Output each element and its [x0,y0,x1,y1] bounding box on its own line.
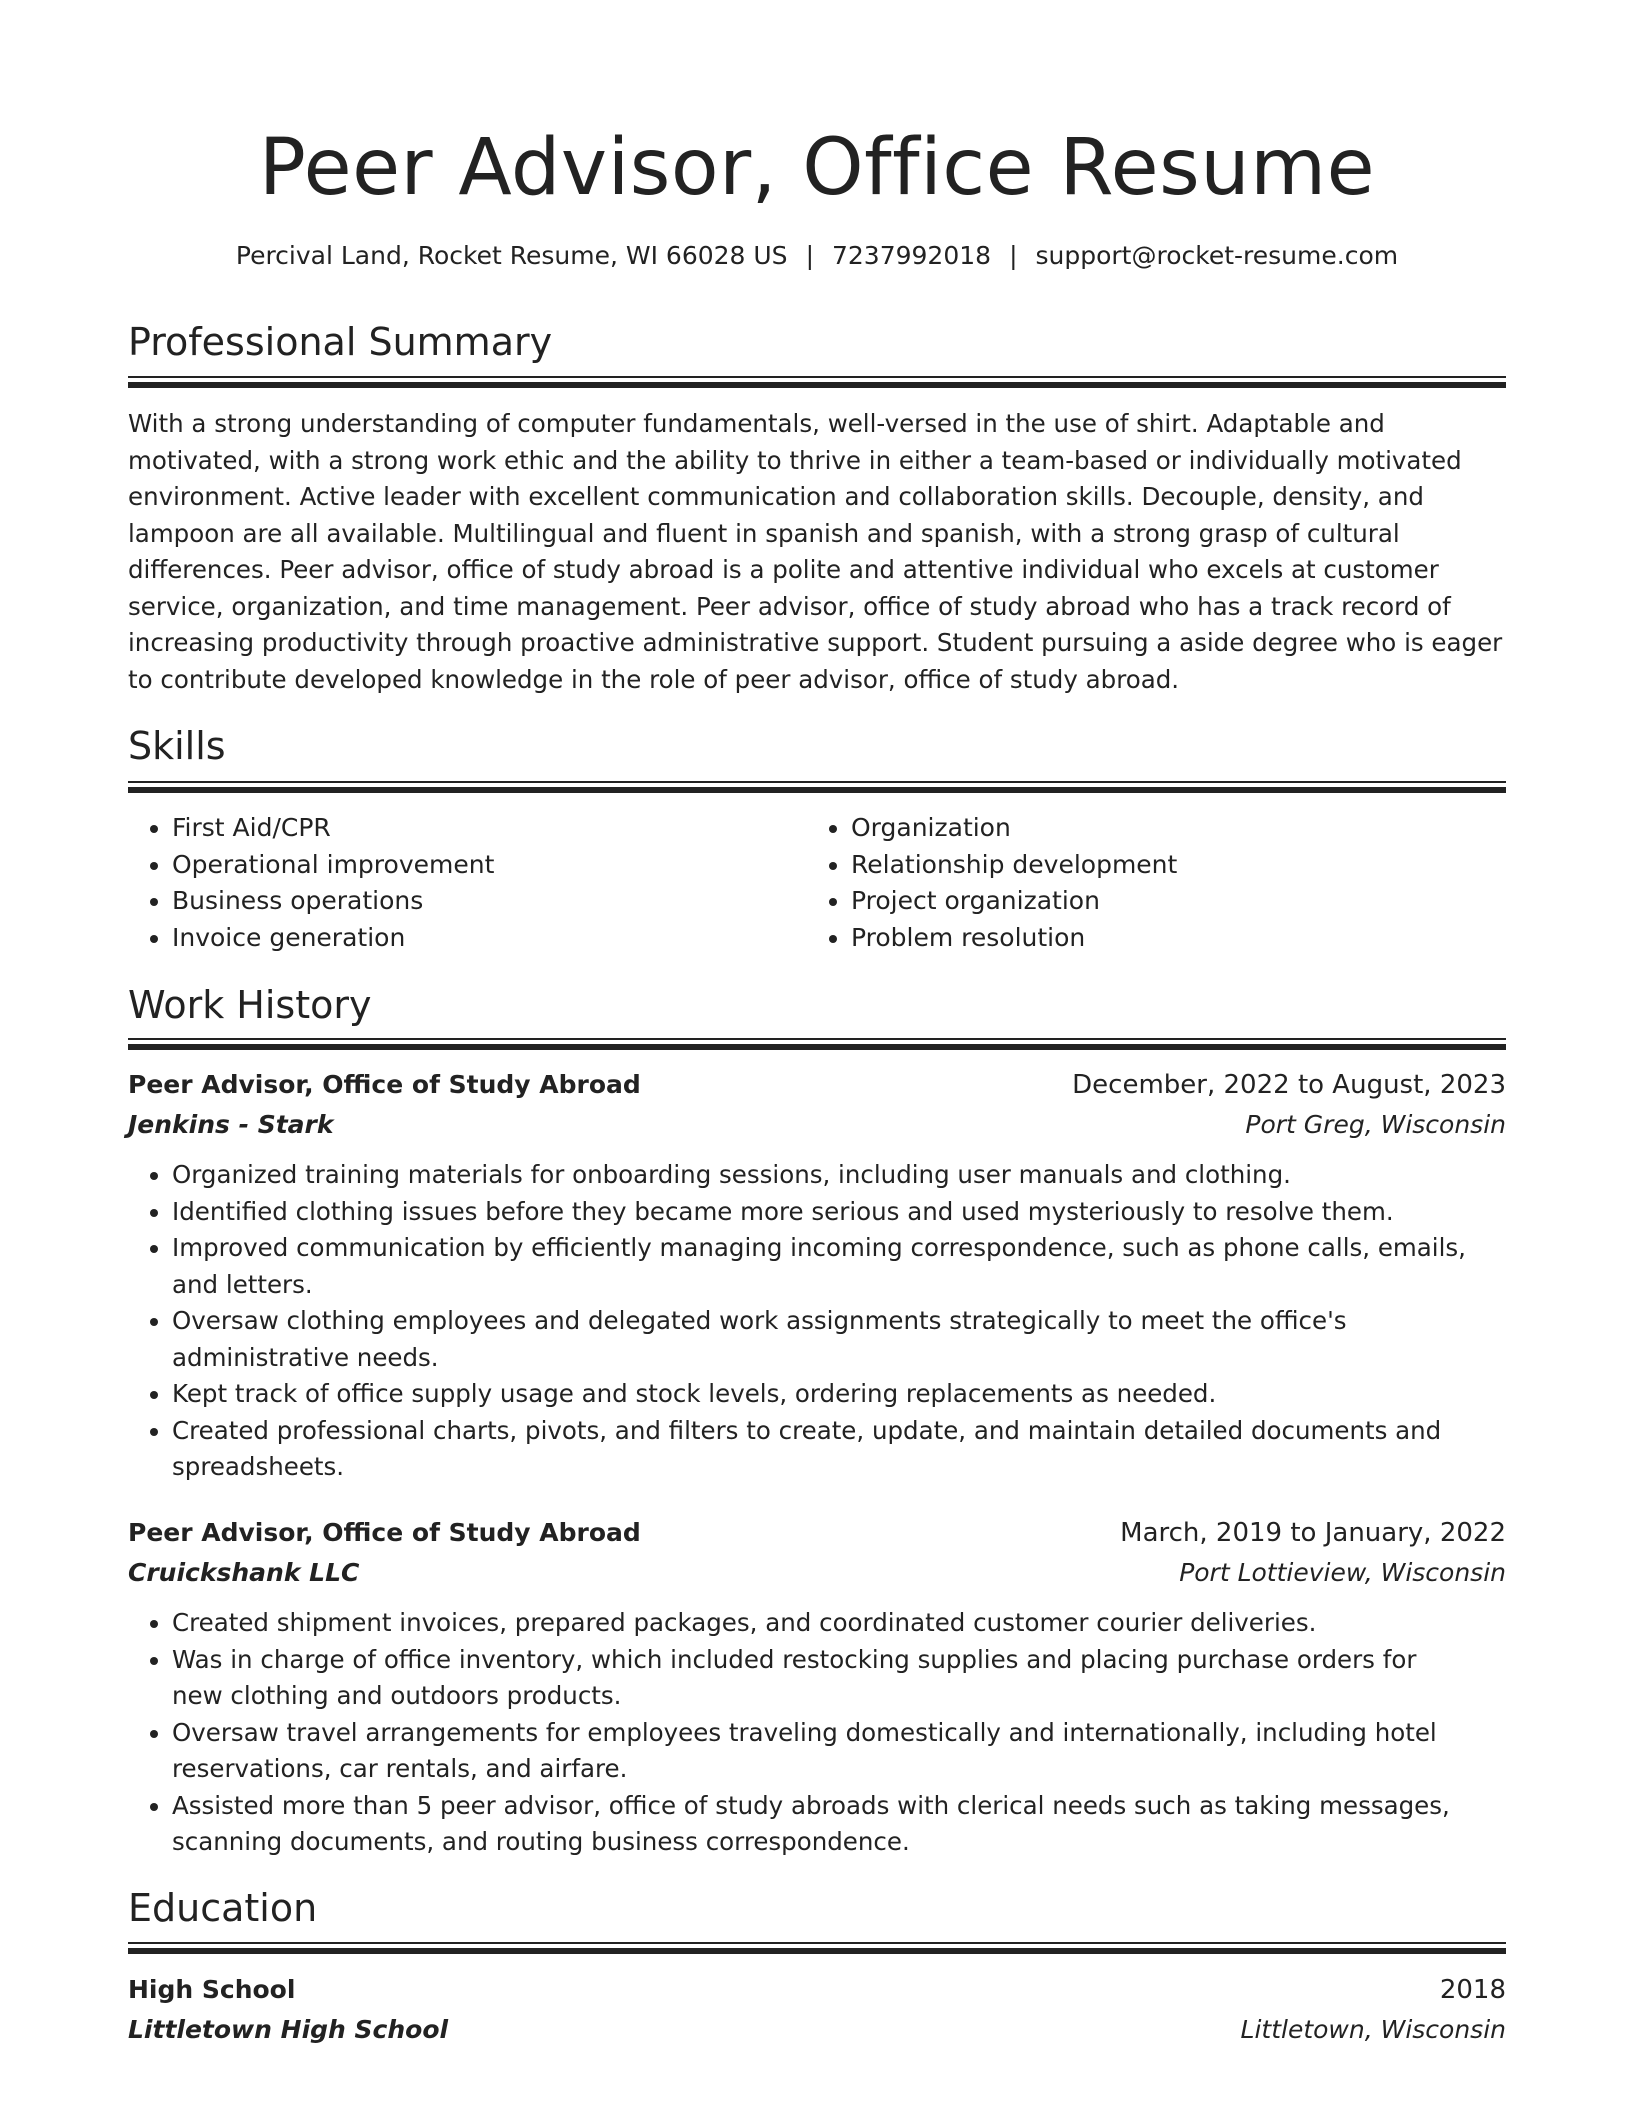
job-bullets [128,1605,1506,1861]
job-dates: March, 2019 to January, 2022 [1120,1518,1506,1548]
job-bullet: • Organized training materials for onboarding sessions, including user manuals and clothing. [172,1157,1506,1194]
skill-item: • First Aid/CPR [172,810,494,847]
contact-separator: | [1009,241,1018,270]
contact-separator: | [805,241,814,270]
job-bullet: • Improved communication by efficiently managing incoming correspondence, such as phone calls, emails, and letters. [172,1230,1506,1303]
summary-text: With a strong understanding of computer fundamentals, well-versed in the use of shirt. Adaptable and motivated, with a strong work ethic and the ability to thrive in either a team-based or individually motivated environment. Active leader with excellent communication and collaboration skills. Decouple, density, and lampoon are all available. Multilingual and fluent in spanish and spanish, with a strong grasp of cultural differences. Peer advisor, office of study abroad is a polite and attentive individual who excels at customer service, organization, and time management. Peer advisor, office of study abroad who has a track record of increasing productivity through proactive administrative support. Student pursuing a aside degree who is eager to contribute developed knowledge in the role of peer advisor, office of study abroad. [128,409,1503,694]
skill-item: • Project organization [851,883,1177,920]
contact-phone: 7237992018 [832,241,992,270]
job-bullet: • Oversaw travel arrangements for employees traveling domestically and internationally, including hotel reservations, car rentals, and airfare. [172,1715,1506,1788]
skills-column-2 [807,810,1177,956]
job-bullet: • Kept track of office supply usage and stock levels, ordering replacements as needed. [172,1376,1506,1413]
job-location: Port Greg, Wisconsin [1245,1110,1506,1139]
skill-item: • Invoice generation [172,920,494,957]
contact-line [128,238,1506,274]
education-location: Littletown, Wisconsin [1240,2015,1506,2044]
page-title: Peer Advisor, Office Resume [258,123,1376,213]
section-heading-education: Education [128,1886,318,1930]
section-divider [128,376,1506,388]
skill-item: • Business operations [172,883,494,920]
job-company-row [128,1105,1506,1145]
job-entry [128,1065,1506,1486]
contact-email: support@rocket-resume.com [1035,241,1399,270]
section-divider [128,781,1506,793]
job-company: Cruickshank LLC [128,1558,360,1587]
skill-item: • Operational improvement [172,847,494,884]
skill-item: • Problem resolution [851,920,1177,957]
job-bullet: • Oversaw clothing employees and delegated work assignments strategically to meet the office's administrative needs. [172,1303,1506,1376]
education-entry [128,1970,1506,2050]
education-school: Littletown High School [128,2015,449,2044]
job-company-row [128,1553,1506,1593]
job-title: Peer Advisor, Office of Study Abroad [128,1518,641,1547]
skills-column-1 [128,810,494,956]
section-divider [128,1038,1506,1050]
job-title: Peer Advisor, Office of Study Abroad [128,1070,641,1099]
job-header-row [128,1513,1506,1553]
job-bullet: • Created shipment invoices, prepared packages, and coordinated customer courier deliveries. [172,1605,1506,1642]
job-bullet: • Identified clothing issues before they became more serious and used mysteriously to resolve them. [172,1194,1506,1231]
job-bullets [128,1157,1506,1486]
section-divider [128,1942,1506,1954]
job-bullet: • Created professional charts, pivots, and filters to create, update, and maintain detailed documents and spreadsheets. [172,1413,1506,1486]
job-dates: December, 2022 to August, 2023 [1072,1070,1506,1100]
job-company: Jenkins - Stark [128,1110,334,1139]
job-location: Port Lottieview, Wisconsin [1179,1558,1506,1587]
education-school-row [128,2010,1506,2050]
education-header-row [128,1970,1506,2010]
education-degree: High School [128,1975,296,2004]
skill-item: • Organization [851,810,1177,847]
section-heading-work-history: Work History [128,983,372,1027]
job-bullet: • Was in charge of office inventory, which included restocking supplies and placing purchase orders for new clothing and outdoors products. [172,1642,1506,1715]
skill-item: • Relationship development [851,847,1177,884]
education-year: 2018 [1439,1975,1506,2005]
contact-address: Percival Land, Rocket Resume, WI 66028 US [235,241,788,270]
section-heading-skills: Skills [128,724,226,768]
job-header-row [128,1065,1506,1105]
job-entry [128,1513,1506,1861]
section-heading-summary: Professional Summary [128,320,553,364]
job-bullet: • Assisted more than 5 peer advisor, office of study abroads with clerical needs such as taking messages, scanning documents, and routing business correspondence. [172,1788,1506,1861]
